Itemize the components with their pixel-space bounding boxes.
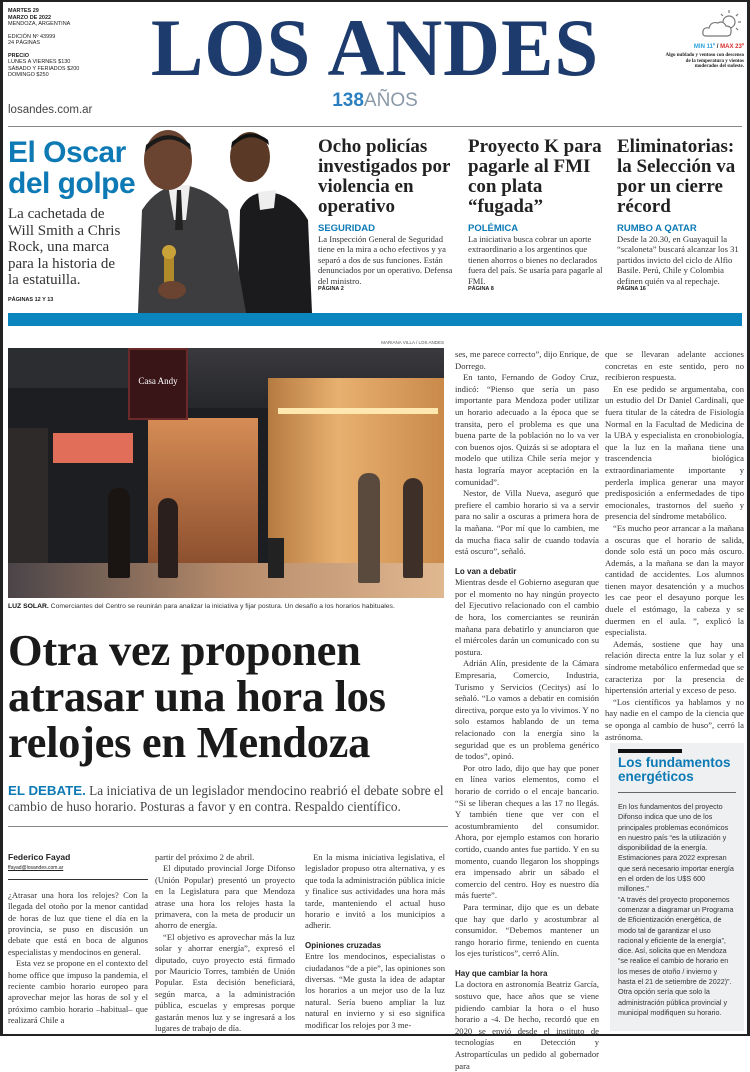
article-column-4 xyxy=(455,349,599,1072)
date-month: MARZO DE 2022 xyxy=(8,14,52,21)
paragraph: “Los científicos ya hablamos y no hay nadie en el campo de la ciencia que se oponga al cambio de huso”, cerró la astrónoma. xyxy=(605,696,744,742)
paragraph: Mientras desde el Gobierno aseguran que por el momento no hay ningún proyecto del Ejecutivo relacionado con el cambio de hora, los comerciantes se reunirán mañana para debatirlo y anunciaron que el miércoles darán un comunicado con su postura. xyxy=(455,577,599,657)
paragraph: El diputado provincial Jorge Difonso (Unión Popular) presentó un proyecto en la Legislatura para que Mendoza atrase una hora los relojes hasta la primavera, con la meta de producir un ahorro de energía. xyxy=(155,863,295,931)
paragraph: que se llevaran adelante acciones concretas en este sentido, pero no recibieron respuesta. xyxy=(605,349,744,383)
main-photo xyxy=(8,348,444,598)
partly-cloudy-icon xyxy=(680,8,744,45)
paragraph: La doctora en astronomía Beatriz García, sostuvo que, hace años que se viene pidiendo cambiar la hora o el huso horario a -4. De hecho, recordó que en 2020 se envió desde el instituto de tecnologías en Detección y Astropartículas un pedido al gobernador para xyxy=(455,979,599,1071)
edition-number: EDICIÓN Nº 43999 xyxy=(8,33,56,40)
paragraph: Para terminar, dijo que es un debate que hay que darlo y acostumbrar al consumidor. “Debemos mantener un rango horario firme, teniendo en cuenta los ejes turísticos”, cerró Alín. xyxy=(455,901,599,959)
story-qatar[interactable] xyxy=(617,137,745,292)
story-polemica[interactable] xyxy=(468,137,608,292)
price-sunday: DOMINGO $250 xyxy=(8,72,49,78)
story-body: La iniciativa busca cobrar un aporte extraordinario a los argentinos que tienen ahorros o bienes no declarados fuera del país. Se usaría para pagarle al FMI. xyxy=(468,234,603,286)
caption-label: LUZ SOLAR. xyxy=(8,603,49,610)
story-body: Desde la 20.30, en Guayaquil la “scaloneta” buscará alcanzar los 31 partidos invicto del ciclo de Alfio Basile. Perú, Chile y Colombia definen quién va al repechaje. xyxy=(617,234,739,286)
story-headline[interactable]: Eliminatorias: la Selección va por un cierre récord xyxy=(617,136,736,217)
story-headline[interactable]: Ocho policías investigados por violencia en operativo xyxy=(318,136,451,217)
page-count: 24 PÁGINAS xyxy=(8,40,41,46)
website-link[interactable]: losandes.com.ar xyxy=(8,104,93,116)
temperature-range: MIN 11º / MAX 23º xyxy=(693,44,744,50)
feature-headline[interactable]: El Oscar del golpe xyxy=(8,136,136,200)
story-kicker: RUMBO A QATAR xyxy=(617,223,697,234)
anniversary-number: 138 xyxy=(332,90,364,111)
article-column-5 xyxy=(605,349,744,743)
paragraph: Esta vez se propone en el contexto del home office que impuso la pandemia, el reciente cambio horario europeo para aprovechar mejor las horas de sol y el próximo cambio horario –habitual– que realizará Chile a xyxy=(8,958,148,1026)
location: MENDOZA, ARGENTINA xyxy=(8,21,71,27)
subhead: Lo van a debatir xyxy=(455,566,517,576)
box-title: Los fundamentos energéticos xyxy=(618,755,731,784)
paragraph: Adrián Alín, presidente de la Cámara Empresaria, Comercio, Industria, Turismo y Servicios (Cecitys) así lo señaló. “Lo vamos a debatir en comisión directiva, porque esto ya lo vivimos. Y no solo estamos hablando de un tema relacionado con la energía sino la seguridad que es un problema genérico de todos”, opinó. xyxy=(455,658,599,762)
story-body: La Inspección General de Seguridad tiene en la mira a ocho efectivos y ya separó a dos de sus funciones. Están denunciados por un operativo. Defensa del ministro. xyxy=(318,234,453,286)
anniversary-word: AÑOS xyxy=(363,90,418,111)
article-column-2 xyxy=(155,852,295,1035)
paragraph: En tanto, Fernando de Godoy Cruz, indicó: “Pienso que sería un paso importante para Mendoza poder utilizar un horario adecuado a la época que se transita, pero el problema es que una buena parte de la población no lo va ver con buenos ojos. Quizás si se adoptara el modelo que utiliza Chile sería mejor y hasta lograría mayor aceptación en la comunidad”. xyxy=(455,372,599,487)
article-column-3 xyxy=(305,852,445,1031)
article-column-1 xyxy=(8,852,148,1027)
price-saturday: SÁBADO Y FERIADOS $200 xyxy=(8,65,80,72)
paragraph: “El objetivo es aprovechar más la luz solar y ahorrar energía”, expresó el diputado, cuyo proyecto está firmado por Mauricio Torres, también de Unión Popular. Esta decisión beneficiará, según marca, a la administración pública, escuelas y empresas porque gastarán menos luz y se ingresará a los lugares de trabajo de día. xyxy=(155,931,295,1034)
oscar-photo xyxy=(128,130,314,313)
paragraph: “Es mucho peor arrancar a la mañana a oscuras que el horario de salida, donde solo está un poco más oscuro. Además, a la mañana se dan la mayor cantidad de accidentes. Los alumnos tienen mayor desatención y a muchos les cae peor el desayuno porque les duele el estómago, la cabeza y se duermen en el aula. ”, explicó la especialista. xyxy=(605,522,744,638)
main-headline[interactable]: Otra vez proponen atrasar una hora los relojes en Mendoza xyxy=(8,625,386,767)
feature-deck: La cachetada de Will Smith a Chris Rock, una marca para la historia de la estatuilla. xyxy=(8,206,121,288)
caption-text: Comerciantes del Centro se reunirán para analizar la iniciativa y fijar postura. Un desafío a los horarios habituales. xyxy=(50,603,395,610)
paragraph: En ese pedido se argumentaba, con un estudio del Dr Daniel Cardinali, que fuera titular de la cátedra de Fisiología Normal en la Facultad de Medicina de la UBA y especialista en cronobiología, que la luz en la mañana tiene una trascendencia biológica extraordinariamente importante y perderla implica generar una mayor predisposición a enfermedades de tipo emocionales, trastornos del sueño y presencia del síndrome metabólico. xyxy=(605,383,744,522)
sidebar-box xyxy=(610,743,744,1031)
anniversary-badge xyxy=(300,90,450,112)
deck-label: EL DEBATE. xyxy=(8,783,86,798)
box-paragraph: “A través del proyecto proponemos comenzar a diagramar un Programa de Eficientización energética, de modo tal de garantizar el uso racional y eficiente de la energía”, dice. Así, solicita que en Mendoza “se realice el cambio de horario en los meses de otoño / invierno y hasta el 21 de setiembre de 2022)”. xyxy=(618,894,734,987)
deck-divider xyxy=(8,826,448,827)
paragraph: partir del próximo 2 de abril. xyxy=(155,852,255,862)
weather-forecast: Algo nublado y ventoso con descenso de la temperatura y vientos moderados del sudeste. xyxy=(665,53,744,70)
story-kicker: SEGURIDAD xyxy=(318,223,376,234)
box-divider xyxy=(618,792,736,793)
paragraph: Entre los mendocinos, especialistas o ciudadanos “de a pie”, las opiniones son diversas. “Me gusta la idea de adaptar los horarios a un mejor uso de la luz natural. Sería bueno ampliar la luz natural en invierno y si eso significa modificar los relojes por 3 me- xyxy=(305,951,445,1030)
paragraph: En la misma iniciativa legislativa, el legislador propuso otra alternativa, y es que toda la administración pública inicie y finalice sus actividades una hora más tarde, manteniendo el actual huso horario e invitó a los municipios a adherir. xyxy=(305,852,445,931)
story-seguridad[interactable] xyxy=(318,137,458,292)
box-paragraph: Otra opción sería que solo la administración pública provincial y municipal modifiquen su horario. xyxy=(618,987,728,1017)
temp-min: MIN 11º xyxy=(693,44,716,50)
section-bar xyxy=(8,313,742,326)
author-email[interactable]: ffayad@losandes.com.ar xyxy=(8,863,148,879)
feature-pages: PÁGINAS 12 Y 13 xyxy=(8,297,54,303)
paragraph: ses, me parece correcto”, dijo Enrique, de Dorrego. xyxy=(455,349,599,371)
price-label: PRECIO xyxy=(8,52,30,59)
price-weekday: LUNES A VIERNES $130 xyxy=(8,59,71,65)
paragraph: Por otro lado, dijo que hay que poner en línea varios elementos, como el horario de corrido o el encaje bancario. “Si se liberan cheques a las 17 no llegás. Y también tiene que ver con el acostumbramiento del consumidor. Ahora, por ejemplo estamos con horario cortido, cuando antes fue partido. Y en su momento, cuando llegaron los shoppings era impensado abrir un sábado el comercio del centro. Hoy es nuestro día más fuerte”. xyxy=(455,762,599,901)
date-day: MARTES 29 xyxy=(8,8,39,14)
store-sign: Casa Andy xyxy=(138,376,178,386)
edition-info xyxy=(8,8,108,79)
main-deck xyxy=(8,783,448,815)
photo-credit: MARIANA VILLA / LOS ANDES xyxy=(381,340,444,345)
newspaper-logo: LOS ANDES xyxy=(150,2,600,93)
deck-text: La iniciativa de un legislador mendocino reabrió el debate sobre el cambio de huso horario. Posturas a favor y en contra. Respaldo científico. xyxy=(8,783,444,814)
paragraph: ¿Atrasar una hora los relojes? Con la llegada del otoño por la menor cantidad de horas de luz que tiene el día en la provincia, se puso en discusión un debate que está en boca de algunos especialistas y mendocinos en general. xyxy=(8,889,148,957)
story-page: PÁGINA 16 xyxy=(617,286,646,293)
paragraph: Además, sostiene que hay una relación directa entre la luz solar y el síndrome metabólico enfermedad que se caracteriza por la presencia de hipertensión arterial y exceso de peso. xyxy=(605,638,744,696)
subhead: Hay que cambiar la hora xyxy=(455,968,548,978)
box-paragraph: En los fundamentos del proyecto Difonso indica que uno de los principales problemas económicos en nuestro país “es la utilización y disponibilidad de la energía. Estimaciones para 2022 expresan que será necesario importar energía en el orden de los U$S 600 millones.” xyxy=(618,802,734,894)
temp-max: MAX 23º xyxy=(720,44,744,50)
photo-caption xyxy=(8,603,448,610)
header-divider xyxy=(8,126,742,127)
box-accent-bar xyxy=(618,749,682,753)
story-headline[interactable]: Proyecto K para pagarle al FMI con plata “fugada” xyxy=(468,136,602,217)
story-kicker: POLÉMICA xyxy=(468,223,519,234)
paragraph: Nestor, de Villa Nueva, aseguró que prefiere el cambio horario si va a servir para no salir a oscuras a primera hora de la mañana. “Por mí que lo cambien, me da mucha fiaca salir de cuando todavía está oscuro”, señaló. xyxy=(455,488,599,557)
story-page: PÁGINA 8 xyxy=(468,286,494,293)
story-page: PÁGINA 2 xyxy=(318,286,344,293)
byline: Federico Fayad xyxy=(8,852,71,862)
subhead: Opiniones cruzadas xyxy=(305,940,382,950)
